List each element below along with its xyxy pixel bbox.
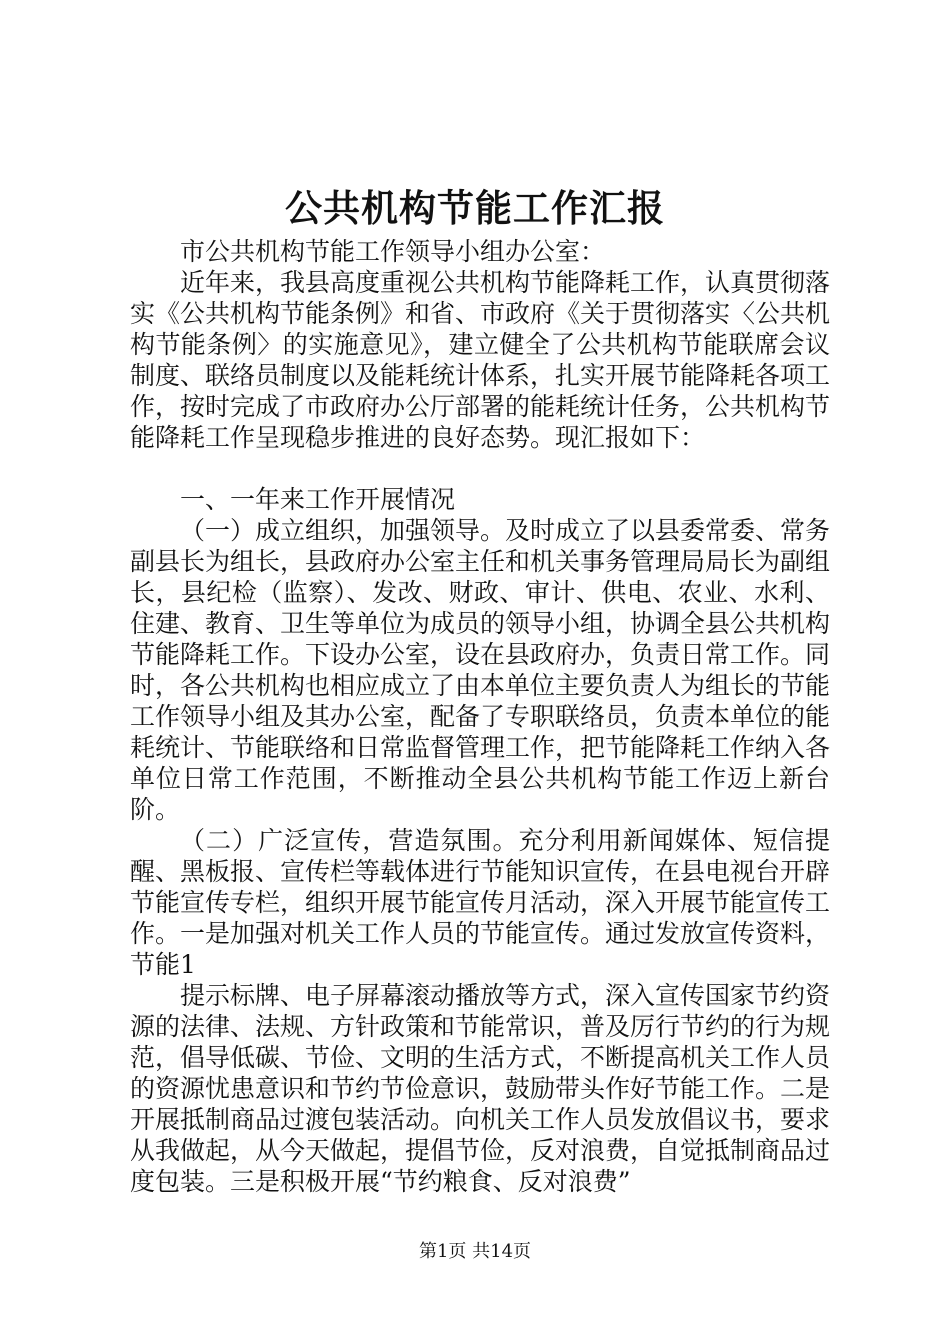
document-body	[130, 236, 830, 1197]
body-paragraph: 提示标牌、电子屏幕滚动播放等方式，深入宣传国家节约资源的法律、法规、方针政策和节能常识，普及厉行节约的行为规范，倡导低碳、节俭、文明的生活方式，不断提高机关工作人员的资源忧患意识和节约节俭意识，鼓励带头作好节能工作。二是开展抵制商品过渡包装活动。向机关工作人员发放倡议书，要求从我做起，从今天做起，提倡节俭，反对浪费，自觉抵制商品过度包装。三是积极开展“节约粮食、反对浪费”	[130, 981, 831, 1196]
document-title: 公共机构节能工作汇报	[285, 186, 665, 230]
body-paragraph: （一）成立组织，加强领导。及时成立了以县委常委、常务副县长为组长，县政府办公室主任和机关事务管理局局长为副组长，县纪检（监察）、发改、财政、审计、供电、农业、水利、住建、教育、卫生等单位为成员的领导小组，协调全县公共机构节能降耗工作。下设办公室，设在县政府办，负责日常工作。同时，各公共机构也相应成立了由本单位主要负责人为组长的节能工作领导小组及其办公室，配备了专职联络员，负责本单位的能耗统计、节能联络和日常监督管理工作，把节能降耗工作纳入各单位日常工作范围，不断推动全县公共机构节能工作迈上新台阶。	[130, 516, 831, 824]
body-paragraph: （二）广泛宣传，营造氛围。充分利用新闻媒体、短信提醒、黑板报、宣传栏等载体进行节能知识宣传，在县电视台开辟节能宣传专栏，组织开展节能宣传月活动，深入开展节能宣传工作。一是加强对机关工作人员的节能宣传。通过发放宣传资料，节能1	[130, 826, 831, 979]
intro-paragraph: 近年来，我县高度重视公共机构节能降耗工作，认真贯彻落实《公共机构节能条例》和省、市政府《关于贯彻落实〈公共机构节能条例〉的实施意见》，建立健全了公共机构节能联席会议制度、联络员制度以及能耗统计体系，扎实开展节能降耗各项工作，按时完成了市政府办公厅部署的能耗统计任务，公共机构节能降耗工作呈现稳步推进的良好态势。现汇报如下：	[130, 268, 831, 452]
page-footer: 第1页 共14页	[418, 1241, 532, 1262]
addressee-paragraph: 市公共机构节能工作领导小组办公室：	[180, 237, 606, 266]
section-heading: 一、一年来工作开展情况	[180, 485, 456, 514]
